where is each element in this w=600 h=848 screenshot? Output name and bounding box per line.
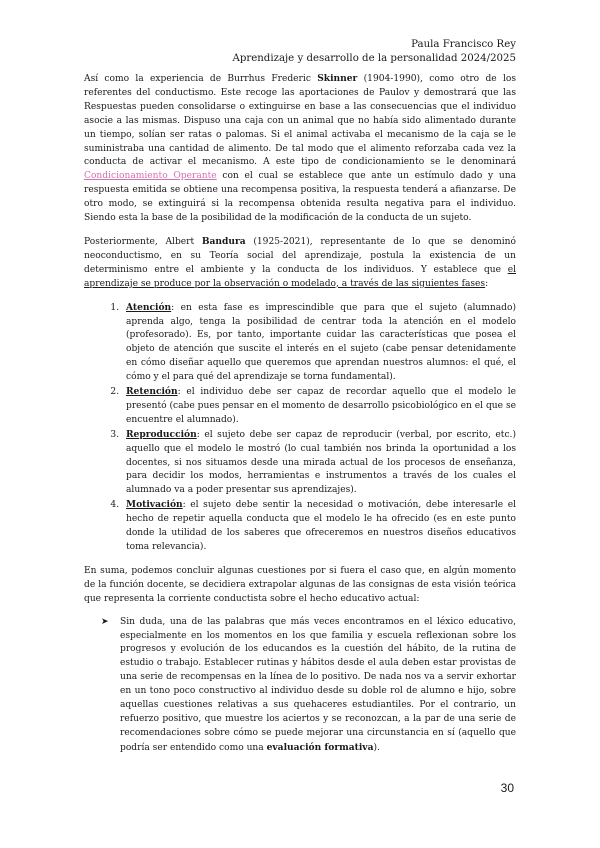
header-author: Paula Francisco Rey: [411, 39, 516, 50]
evaluacion-formativa: evaluación formativa: [266, 741, 374, 753]
document-body: [84, 72, 516, 756]
paragraph-skinner: Así como la experiencia de Burrhus Frederic Skinner (1904-1990), como otro de los referentes del conductismo. Este recoge las aportaciones de Paulov y demostrará que las Respuestas pueden consolidarse o extinguirse en base a las consecuencias que el individuo asocie a las mismas. Dispuso una caja con un animal que no había sido alimentado durante un tiempo, solían ser ratas o palomas. Si el animal activaba el mecanismo de la caja se le suministraba una cantidad de alimento. De tal modo que el alimento reforzaba cada vez la conducta de activar el mecanismo. A este tipo de condicionamiento se le denominará Condicionamiento Operante con el cual se establece que ante un estímulo dado y una respuesta emitida se obtiene una recompensa positiva, la respuesta tenderá a afianzarse. De otro modo, se extinguirá si la recompensa obtenida resulta negativa para el individuo. Siendo esta la base de la posibilidad de la modificación de la conducta de un sujeto.: [84, 73, 516, 224]
underlined-phrase: el aprendizaje se produce por la observación o modelado, a través de las siguientes fases: [84, 264, 516, 289]
condicionamiento-operante-link[interactable]: Condicionamiento Operante: [84, 171, 217, 182]
list-item: 3. Reproducción: el sujeto debe ser capaz de reproducir (verbal, por escrito, etc.) aquello que el modelo le mostró (lo cual también nos brinda la oportunidad a los docentes, si nos situamos desde una mirada actual de los procesos de enseñanza, para decidir los modos, herramientas e instrumentos a través de los cuales el alumnado va a poder presentar sus aprendizajes).: [122, 428, 516, 499]
page-number: 30: [500, 781, 514, 795]
list-item: 4. Motivación: el sujeto debe sentir la necesidad o motivación, debe interesarle el hecho de repetir aquella conducta que el modelo le ha ofrecido (es en este punto donde la utilidad de los saberes que ofreceremos en nuestros diseños educativos toma relevancia).: [122, 498, 516, 555]
arrow-bullet-icon: ➤: [101, 616, 109, 627]
paragraph-conclusion: En suma, podemos concluir algunas cuestiones por si fuera el caso que, en algún momento de la función docente, se decidiera extrapolar algunas de las consignas de esta visión teórica que representa la corriente conductista sobre el hecho educativo actual:: [84, 565, 516, 604]
page-header: [232, 38, 516, 66]
skinner-name: Skinner: [317, 73, 358, 84]
bandura-name: Bandura: [201, 235, 246, 247]
list-item: 1. Atención: en esta fase es imprescindible que para que el sujeto (alumnado) aprenda algo, tenga la posibilidad de centrar toda la atención en el modelo (profesorado). Es, por tanto, importante cuidar las características que posea el objeto de atención que suscite el interés en el sujeto (cabe pensar detenidamente en cómo diseñar aquello que queremos que aprendan nuestros alumnos: el qué, el cómo y el para qué del aprendizaje se torna fundamental).: [122, 301, 516, 385]
header-course: Aprendizaje y desarrollo de la personalidad 2024/2025: [232, 53, 516, 64]
phases-list: [84, 301, 516, 555]
list-item: 2. Retención: el individuo debe ser capaz de recordar aquello que el modelo le presentó (cabe pues pensar en el momento de desarrollo psicobiológico en el que se encuentre el alumnado).: [122, 385, 516, 428]
paragraph-bandura: Posteriormente, Albert Bandura (1925-2021), representante de lo que se denominó neoconductismo, en su Teoría social del aprendizaje, postula la existencia de un determinismo entre el ambiente y la conducta de los individuos. Y establece que el aprendizaje se produce por la observación o modelado, a través de las siguientes fases:: [84, 235, 516, 289]
bullet-list: [84, 616, 516, 756]
list-item: ➤ Sin duda, una de las palabras que más veces encontramos en el léxico educativo, especialmente en los momentos en los que familia y escuela reflexionan sobre los progresos y evolución de los educandos es la cuestión del hábito, de la rutina de estudio o trabajo. Establecer rutinas y hábitos desde el aula deben estar provistas de una serie de recompensas en la línea de lo positivo. De nada nos va a servir exhortar en un tono poco constructivo al individuo desde su doble rol de alumno e hijo, sobre aquellas cuestiones relativas a sus quehaceres estudiantiles. Por el contrario, un refuerzo positivo, que muestre los aciertos y se reconozcan, a la par de una serie de recomendaciones sobre cómo se puede mejorar una circunstancia en sí (aquello que podría ser entendido como una evaluación formativa).: [101, 616, 516, 753]
